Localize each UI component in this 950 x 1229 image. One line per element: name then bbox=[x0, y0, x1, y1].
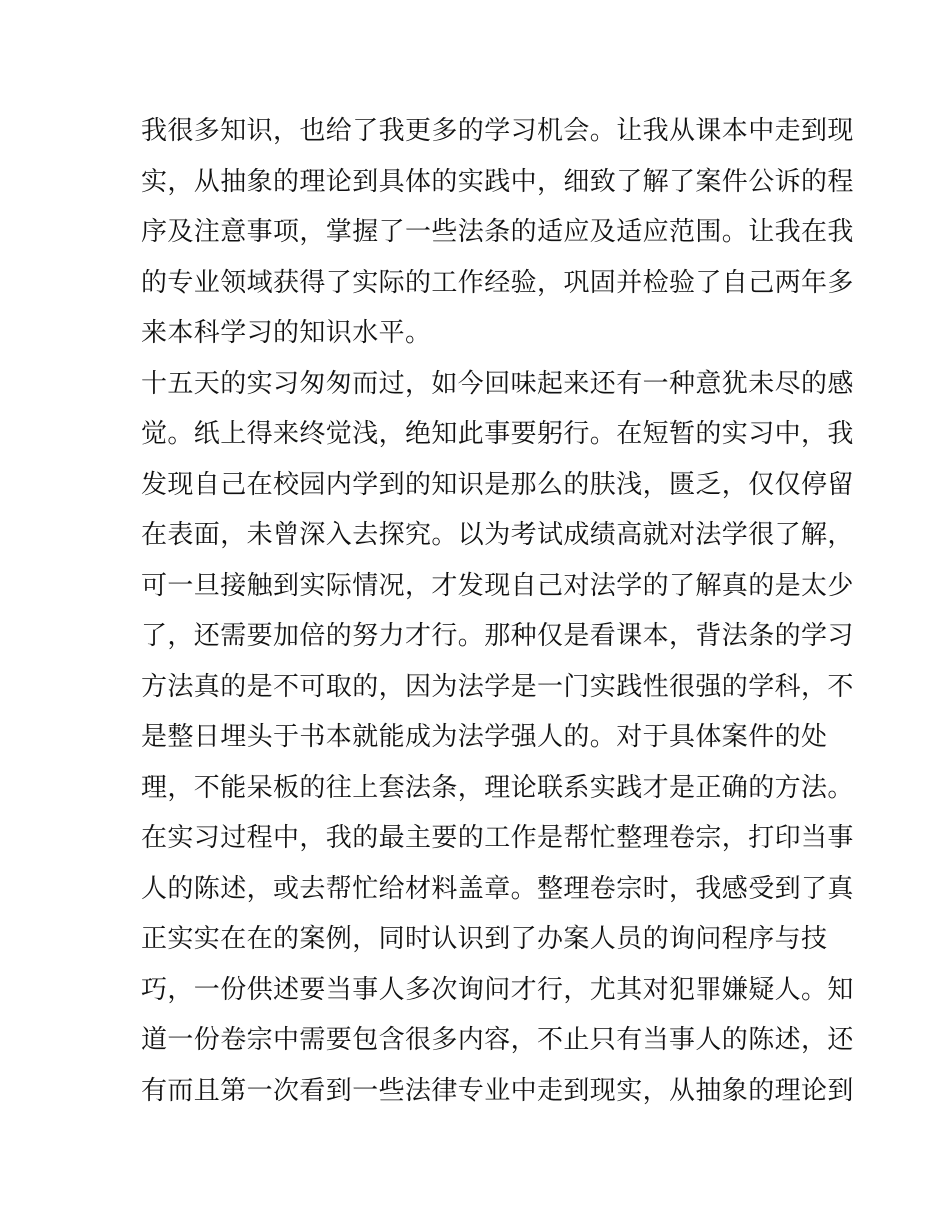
text-line: 来本科学习的知识水平。 bbox=[141, 318, 432, 348]
text-line: 我很多知识，也给了我更多的学习机会。让我从课本中走到现 bbox=[141, 116, 854, 146]
text-line: 觉。纸上得来终觉浅，绝知此事要躬行。在短暂的实习中，我 bbox=[141, 419, 854, 449]
text-line: 巧，一份供述要当事人多次询问才行，尤其对犯罪嫌疑人。知 bbox=[141, 974, 854, 1005]
body-text bbox=[141, 106, 854, 1116]
text-line: 人的陈述，或去帮忙给材料盖章。整理卷宗时，我感受到了真 bbox=[141, 873, 854, 904]
text-line: 方法真的是不可取的，因为法学是一门实践性很强的学科，不 bbox=[141, 671, 854, 702]
text-line: 的专业领域获得了实际的工作经验，巩固并检验了自己两年多 bbox=[141, 267, 854, 298]
text-line: 正实实在在的案例，同时认识到了办案人员的询问程序与技 bbox=[141, 924, 828, 954]
text-line: 序及注意事项，掌握了一些法条的适应及适应范围。让我在我 bbox=[141, 217, 854, 247]
text-line: 理，不能呆板的往上套法条，理论联系实践才是正确的方法。 bbox=[141, 772, 854, 803]
text-line: 有而且第一次看到一些法律专业中走到现实，从抽象的理论到 bbox=[141, 1075, 854, 1106]
text-line: 可一旦接触到实际情况，才发现自己对法学的了解真的是太少 bbox=[141, 570, 854, 601]
text-line: 实，从抽象的理论到具体的实践中，细致了解了案件公诉的程 bbox=[141, 166, 854, 197]
text-line: 在表面，未曾深入去探究。以为考试成绩高就对法学很了解， bbox=[141, 520, 854, 550]
text-line: 道一份卷宗中需要包含很多内容，不止只有当事人的陈述，还 bbox=[141, 1025, 854, 1055]
text-line: 了，还需要加倍的努力才行。那种仅是看课本，背法条的学习 bbox=[141, 621, 854, 651]
text-line: 十五天的实习匆匆而过，如今回味起来还有一种意犹未尽的感 bbox=[141, 368, 854, 399]
text-line: 发现自己在校园内学到的知识是那么的肤浅，匮乏，仅仅停留 bbox=[141, 469, 854, 500]
text-line: 是整日埋头于书本就能成为法学强人的。对于具体案件的处 bbox=[141, 722, 828, 752]
text-line: 在实习过程中，我的最主要的工作是帮忙整理卷宗，打印当事 bbox=[141, 823, 854, 853]
